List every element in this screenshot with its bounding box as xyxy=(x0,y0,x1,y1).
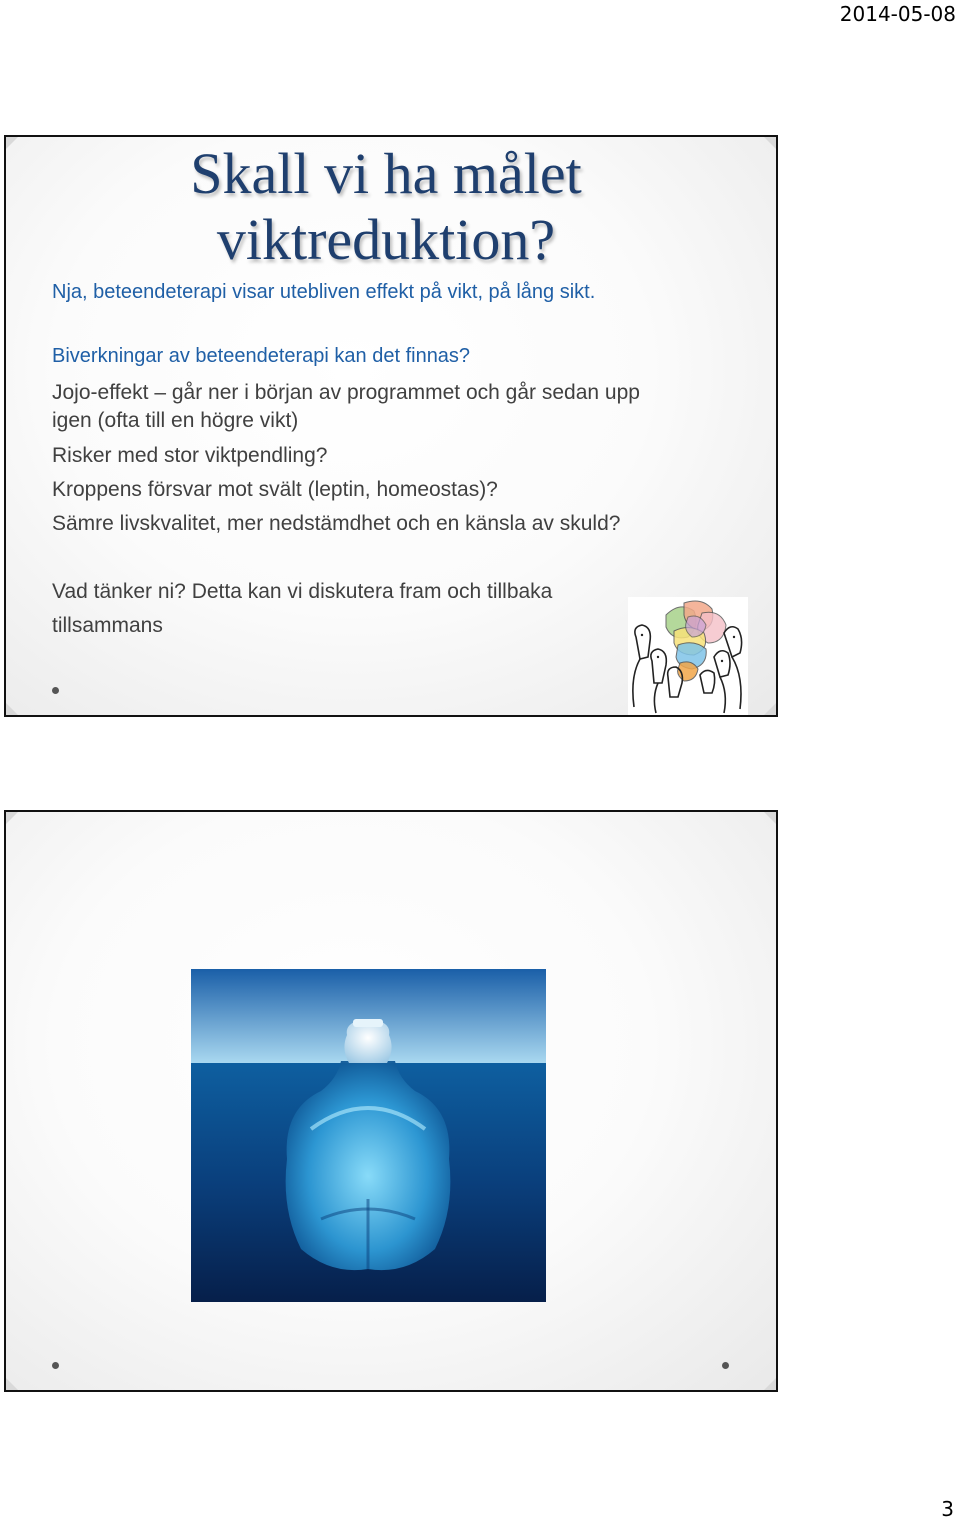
people-discussion-icon xyxy=(628,597,748,715)
body-line: Kroppens försvar mot svält (leptin, homeostas)? xyxy=(52,478,498,501)
bullet-dot xyxy=(722,1362,729,1369)
document-date: 2014-05-08 xyxy=(839,2,956,26)
body-line: Risker med stor viktpendling? xyxy=(52,444,328,467)
slide-corner xyxy=(6,703,18,715)
slide-2 xyxy=(4,810,778,1392)
slide-title-line-2: viktreduktion? xyxy=(216,207,556,272)
slide-title xyxy=(6,141,766,273)
body-line: Biverkningar av beteendeterapi kan det finnas? xyxy=(52,345,471,367)
bullet-dot xyxy=(52,1362,59,1369)
slide-corner xyxy=(6,1378,18,1390)
body-line: Nja, beteendeterapi visar utebliven effekt på vikt, på lång sikt. xyxy=(52,281,596,303)
slide-corner xyxy=(764,1378,776,1390)
slide-corner xyxy=(764,703,776,715)
slide-1 xyxy=(4,135,778,717)
body-line: Jojo-effekt – går ner i början av programmet och går sedan upp xyxy=(52,381,640,404)
body-line: Sämre livskvalitet, mer nedstämdhet och en känsla av skuld? xyxy=(52,512,621,535)
iceberg-bottle-icon xyxy=(191,969,546,1302)
bullet-dot xyxy=(52,687,59,694)
slide-corner xyxy=(764,812,776,824)
body-line: tillsammans xyxy=(52,614,163,637)
page-number: 3 xyxy=(941,1497,954,1521)
slide-title-line-1: Skall vi ha målet xyxy=(190,141,582,206)
slide-corner xyxy=(6,812,18,824)
body-line: Vad tänker ni? Detta kan vi diskutera fram och tillbaka xyxy=(52,580,553,603)
body-line: igen (ofta till en högre vikt) xyxy=(52,409,299,432)
